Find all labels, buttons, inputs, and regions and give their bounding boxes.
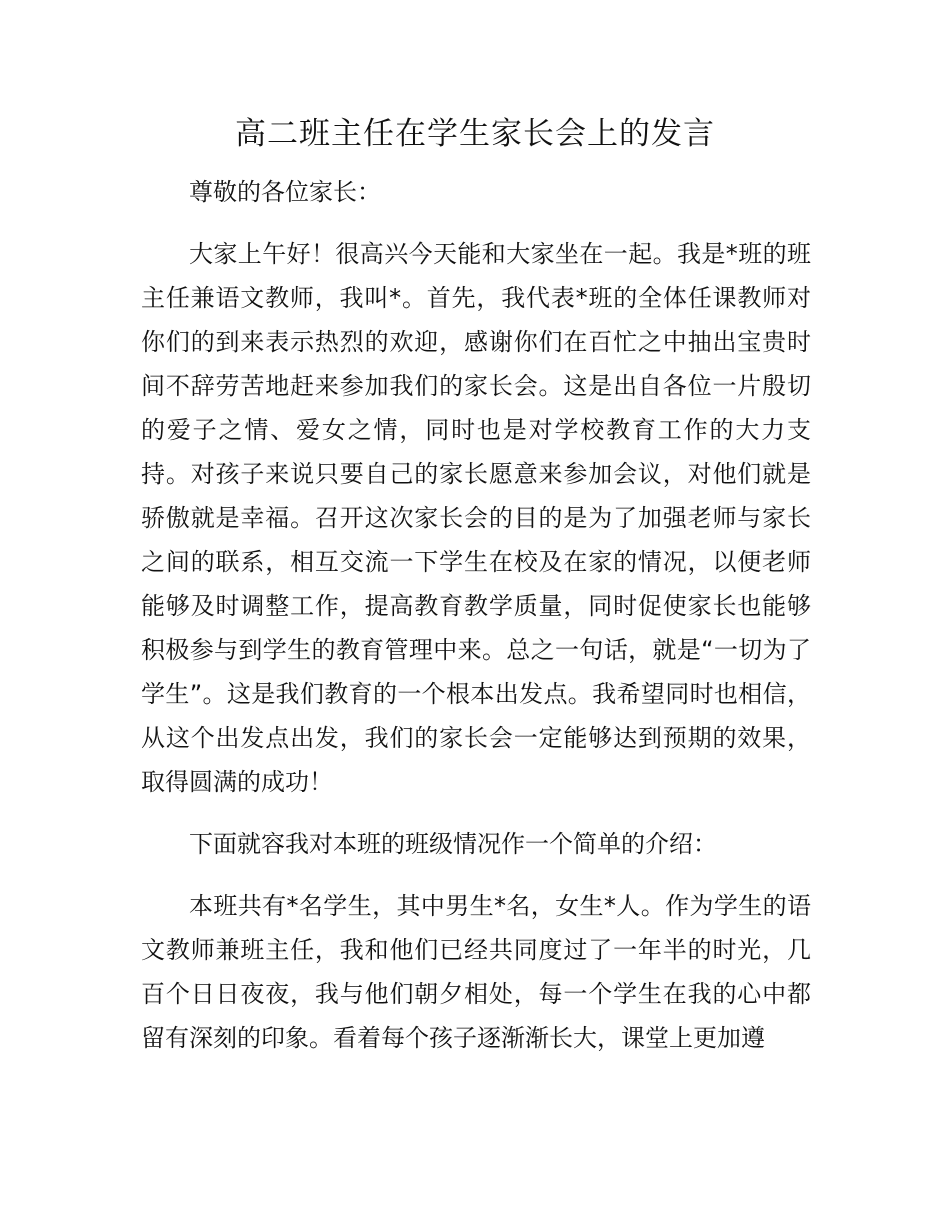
intro-paragraph: 下面就容我对本班的班级情况作一个简单的介绍： — [189, 830, 717, 858]
document-body — [141, 170, 811, 1060]
greeting-paragraph: 尊敬的各位家长： — [189, 178, 381, 206]
opening-paragraph: 大家上午好！很高兴今天能和大家坐在一起。我是*班的班主任兼语文教师，我叫*。首先，我代表*班的全体任课教师对你们的到来表示热烈的欢迎，感谢你们在百忙之中抽出宝贵时间不辞劳苦地赶来参加我们的家长会。这是出自各位一片殷切的爱子之情、爱女之情，同时也是对学校教育工作的大力支持。对孩子来说只要自己的家长愿意来参加会议，对他们就是骄傲就是幸福。召开这次家长会的目的是为了加强老师与家长之间的联系，相互交流一下学生在校及在家的情况，以便老师能够及时调整工作，提高教育教学质量，同时促使家长也能够积极参与到学生的教育管理中来。总之一句话，就是“一切为了学生”。这是我们教育的一个根本出发点。我希望同时也相信，从这个出发点出发，我们的家长会一定能够达到预期的效果，取得圆满的成功！ — [141, 240, 811, 796]
class-info-paragraph: 本班共有*名学生，其中男生*名，女生*人。作为学生的语文教师兼班主任，我和他们已经共同度过了一年半的时光，几百个日日夜夜，我与他们朝夕相处，每一个学生在我的心中都留有深刻的印象。看着每个孩子逐渐渐长大，课堂上更加遵 — [141, 892, 811, 1052]
document-title: 高二班主任在学生家长会上的发言 — [235, 116, 715, 152]
